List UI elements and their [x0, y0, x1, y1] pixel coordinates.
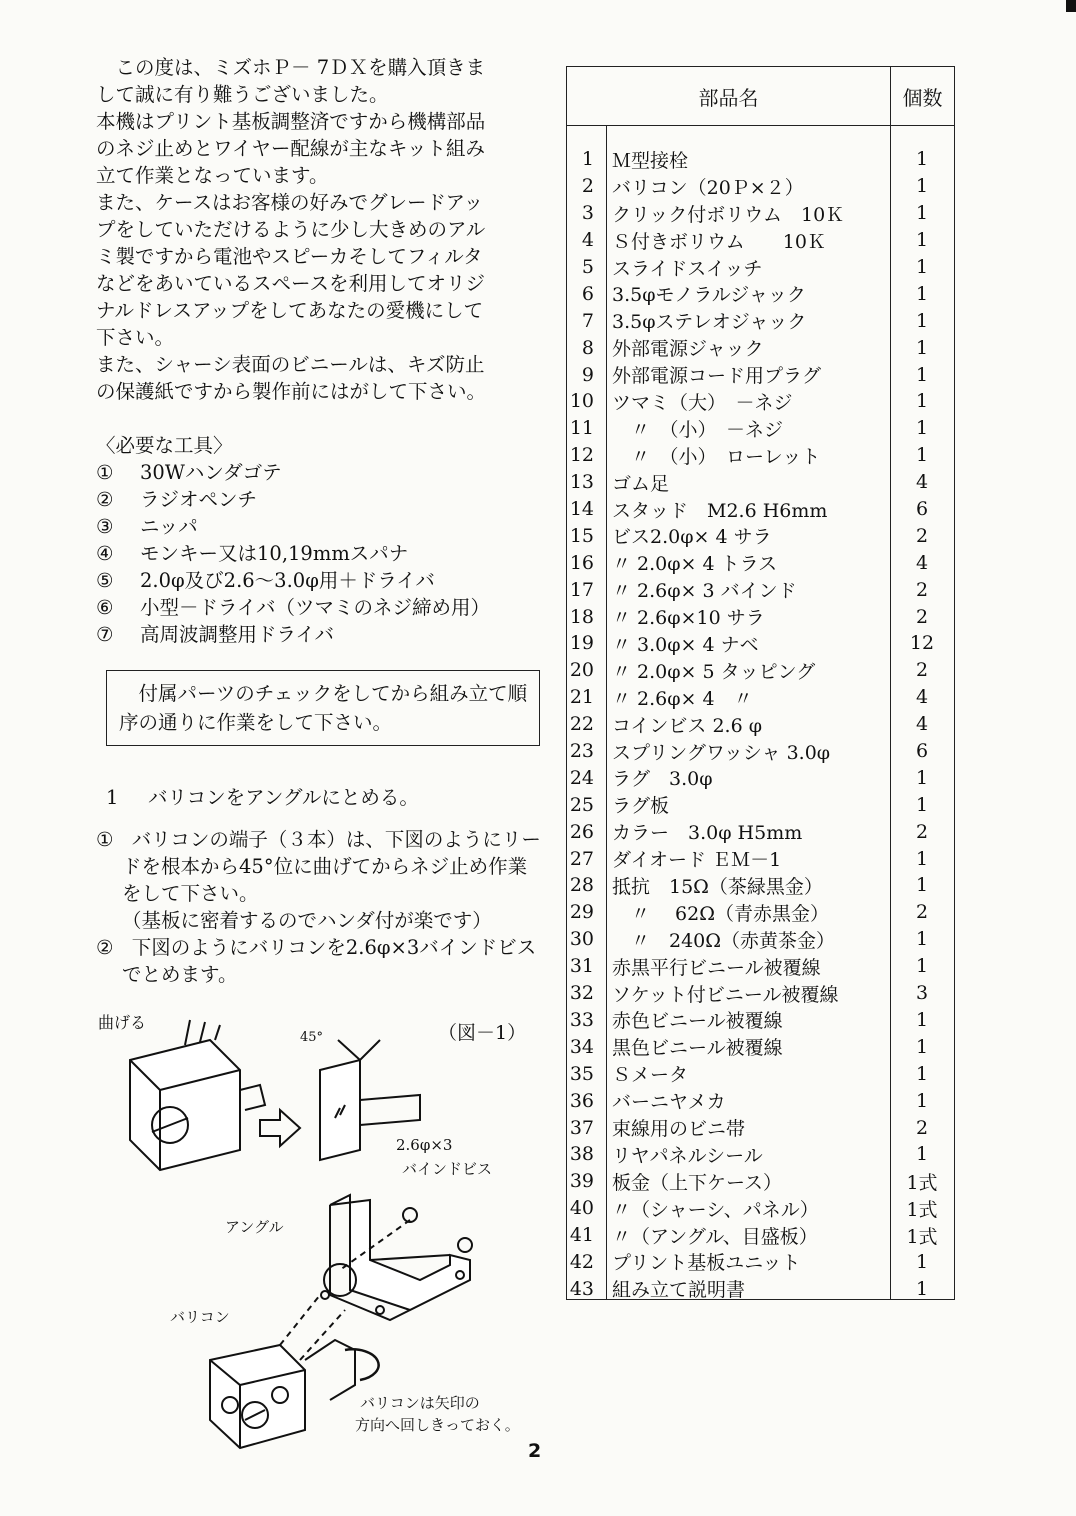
part-name: 〃（アングル、目盛板） — [612, 1225, 818, 1248]
intro-line: また、ケースはお客様の好みでグレードアッ — [96, 191, 484, 214]
sub-number: ② — [96, 936, 114, 959]
intro-line: の保護紙ですから製作前にはがして下さい。 — [96, 380, 487, 403]
tool-text: 2.0φ及び2.6～3.0φ用＋ドライバ — [140, 569, 435, 592]
row-number: 40 — [569, 1197, 594, 1220]
part-name: 〃 （小） －ネジ — [612, 418, 784, 441]
part-name: ソケット付ビニール被覆線 — [612, 983, 839, 1006]
table-row — [567, 684, 954, 711]
tool-number: ⑦ — [96, 623, 114, 646]
bend-label: 曲げる — [98, 1013, 147, 1032]
part-quantity: 2 — [915, 659, 929, 682]
tool-text: ラジオペンチ — [140, 488, 258, 511]
part-quantity: 1 — [915, 444, 929, 467]
table-row — [567, 818, 954, 845]
part-quantity: 1 — [915, 928, 929, 951]
part-name: ゴム足 — [612, 472, 670, 495]
part-quantity: 2 — [915, 820, 929, 843]
table-row — [567, 926, 954, 953]
part-quantity: 2 — [915, 901, 929, 924]
part-quantity: 1 — [915, 202, 929, 225]
table-row — [567, 872, 954, 899]
table-row — [567, 1168, 954, 1195]
figure-label: （図－1） — [438, 1022, 527, 1044]
step-1-sub-2 — [96, 934, 544, 988]
part-quantity: 1 — [915, 1089, 929, 1112]
step-1-paren-note: （基板に密着するのでハンダ付が楽です） — [122, 909, 492, 932]
part-quantity: 4 — [915, 713, 929, 736]
table-row — [567, 442, 954, 469]
part-quantity: 1 — [915, 1035, 929, 1058]
part-name: カラー 3.0φ H5mm — [612, 822, 803, 845]
part-name: リヤパネルシール — [612, 1144, 763, 1167]
part-name: スプリングワッシャ 3.0φ — [612, 741, 831, 764]
part-name: Ｍ型接栓 — [612, 149, 689, 172]
row-number: 39 — [569, 1170, 594, 1193]
part-name: 赤色ビニール被覆線 — [612, 1010, 783, 1033]
page-number: 2 — [528, 1440, 542, 1462]
row-number: 17 — [569, 578, 594, 601]
part-quantity: 1 — [915, 417, 929, 440]
part-name: ラグ板 — [612, 795, 670, 818]
row-number: 7 — [581, 309, 594, 332]
part-name: 〃 3.0φ× 4 ナベ — [612, 633, 759, 656]
part-quantity: 1 — [915, 175, 929, 198]
table-row — [567, 630, 954, 657]
part-quantity: 1 — [915, 766, 929, 789]
part-quantity: 6 — [915, 498, 929, 521]
row-number: 18 — [569, 605, 594, 628]
row-number: 3 — [581, 202, 594, 225]
tools-heading: 〈必要な工具〉 — [96, 434, 233, 457]
part-name: 抵抗 15Ω（茶緑黒金） — [612, 876, 823, 898]
table-row — [567, 549, 954, 576]
tool-item — [96, 513, 544, 540]
intro-line: 下さい。 — [96, 326, 175, 349]
table-row — [567, 388, 954, 415]
table-row — [567, 1087, 954, 1114]
table-header — [567, 67, 954, 126]
part-name: コインビス 2.6 φ — [612, 714, 763, 737]
row-number: 15 — [569, 524, 594, 547]
tool-item — [96, 594, 544, 621]
table-row — [567, 603, 954, 630]
row-number: 33 — [569, 1008, 594, 1031]
tool-item — [96, 459, 544, 486]
part-name: ツマミ（大） －ネジ — [612, 391, 793, 414]
part-quantity: 1 — [915, 229, 929, 252]
part-quantity: 1 — [915, 390, 929, 413]
intro-line: ナルドレスアップをしてあなたの愛機にして — [96, 299, 484, 322]
row-number: 16 — [569, 551, 594, 574]
part-quantity: 2 — [915, 524, 929, 547]
angle-part-label: アングル — [225, 1218, 284, 1236]
part-quantity: 1式 — [906, 1171, 938, 1194]
table-row — [567, 469, 954, 496]
table-row — [567, 307, 954, 334]
table-row — [567, 146, 954, 173]
part-name: 〃 2.6φ× 4 〃 — [612, 687, 753, 710]
row-number: 8 — [581, 336, 594, 359]
table-row — [567, 1114, 954, 1141]
part-name: ダイオード ＥＭ－1 — [612, 849, 782, 872]
row-number: 31 — [569, 955, 594, 978]
intro-line: 本機はプリント基板調整済ですから機構部品 — [96, 110, 486, 133]
part-name: 〃 （小） ローレット — [612, 445, 821, 468]
part-name: 〃 2.6φ×10 サラ — [612, 607, 765, 630]
part-name: 黒色ビニール被覆線 — [612, 1037, 783, 1060]
table-row — [567, 361, 954, 388]
row-number: 41 — [569, 1224, 594, 1247]
part-name: バーニヤメカ — [612, 1091, 726, 1114]
intro-text — [96, 54, 544, 405]
row-number: 1 — [581, 148, 594, 171]
tool-text: 30Wハンダゴテ — [140, 461, 282, 484]
part-quantity: 4 — [915, 471, 929, 494]
row-number: 21 — [569, 686, 594, 709]
row-number: 4 — [581, 229, 594, 252]
part-name: 3.5φモノラルジャック — [612, 284, 806, 307]
tool-number: ① — [96, 461, 114, 484]
parts-table — [566, 66, 955, 1300]
row-number: 25 — [569, 793, 594, 816]
part-quantity: 12 — [909, 632, 935, 655]
tool-item — [96, 486, 544, 513]
table-row — [567, 1249, 954, 1276]
table-row — [567, 522, 954, 549]
table-row — [567, 711, 954, 738]
table-row — [567, 899, 954, 926]
table-row — [567, 738, 954, 765]
part-name: 〃 2.6φ× 3 バインド — [612, 580, 797, 603]
table-row — [567, 576, 954, 603]
table-row — [567, 280, 954, 307]
part-quantity: 4 — [915, 551, 929, 574]
step-1-title — [96, 784, 544, 811]
varicon-label: バリコン — [170, 1308, 230, 1326]
part-quantity: 3 — [915, 982, 929, 1005]
tool-number: ⑤ — [96, 569, 114, 592]
tool-text: 高周波調整用ドライバ — [140, 623, 335, 646]
row-number: 27 — [569, 847, 594, 870]
row-number: 38 — [569, 1143, 594, 1166]
part-name: 〃（シャーシ、パネル） — [612, 1198, 819, 1221]
table-body — [567, 126, 954, 1302]
row-number: 32 — [569, 982, 594, 1005]
figure-1-diagram — [90, 1010, 550, 1450]
row-number: 24 — [569, 766, 594, 789]
row-number: 42 — [569, 1250, 594, 1273]
tool-number: ③ — [96, 515, 114, 538]
table-row — [567, 953, 954, 980]
tool-number: ④ — [96, 542, 114, 565]
part-quantity: 1 — [915, 1250, 929, 1273]
table-row — [567, 791, 954, 818]
row-number: 9 — [581, 363, 594, 386]
table-row — [567, 764, 954, 791]
tool-item — [96, 621, 544, 648]
row-number: 26 — [569, 820, 594, 843]
part-name: 外部電源ジャック — [612, 338, 764, 361]
intro-line: プをしていただけるように少し大きめのアル — [96, 218, 486, 241]
part-quantity: 1 — [915, 309, 929, 332]
bind-screw-label: バインドビス — [402, 1160, 493, 1178]
row-number: 13 — [569, 471, 594, 494]
part-quantity: 1 — [915, 363, 929, 386]
part-quantity: 1 — [915, 148, 929, 171]
tool-item — [96, 567, 544, 594]
table-row — [567, 254, 954, 281]
part-quantity: 1式 — [906, 1225, 938, 1248]
step-number: 1 — [106, 786, 119, 809]
part-name: ビス2.0φ× 4 サラ — [612, 526, 772, 549]
tool-number: ② — [96, 488, 114, 511]
part-name: バリコン（20Ｐ×２） — [612, 176, 804, 199]
table-row — [567, 1222, 954, 1249]
screw-size-label: 2.6φ×3 — [396, 1136, 453, 1154]
part-quantity: 1式 — [906, 1198, 938, 1221]
row-number: 19 — [569, 632, 594, 655]
table-row — [567, 1195, 954, 1222]
row-number: 29 — [569, 901, 594, 924]
part-name: 板金（上下ケース） — [612, 1171, 783, 1194]
table-row — [567, 1141, 954, 1168]
row-number: 36 — [569, 1089, 594, 1112]
part-name: 〃 240Ω（赤黄茶金） — [612, 929, 836, 952]
part-name: 組み立て説明書 — [612, 1279, 746, 1302]
part-quantity: 1 — [915, 1143, 929, 1166]
table-row — [567, 415, 954, 442]
table-row — [567, 845, 954, 872]
intro-line: また、シャーシ表面のビニールは、キズ防止 — [96, 353, 485, 376]
tool-text: モンキー又は10,19mmスパナ — [140, 542, 409, 565]
row-number: 10 — [569, 390, 594, 413]
intro-line: などをあいているスペースを利用してオリジ — [96, 272, 486, 295]
angle-label: 45° — [300, 1030, 324, 1045]
row-number: 34 — [569, 1035, 594, 1058]
row-number: 30 — [569, 928, 594, 951]
sub-number: ① — [96, 828, 114, 851]
row-number: 43 — [569, 1277, 594, 1300]
tools-list — [96, 459, 544, 648]
row-number: 37 — [569, 1116, 594, 1139]
table-row — [567, 1275, 954, 1302]
part-name: Ｓ付きボリウム 10Ｋ — [612, 230, 826, 253]
table-row — [567, 496, 954, 523]
intro-line: 立て作業となっています。 — [96, 164, 329, 187]
tool-text: 小型－ドライバ（ツマミのネジ締め用） — [140, 596, 491, 619]
part-name: 〃 2.0φ× 4 トラス — [612, 553, 778, 576]
part-name: Ｓメータ — [612, 1064, 689, 1087]
intro-line: ミ製ですから電池やスピーカそしてフィルタ — [96, 245, 483, 268]
row-number: 23 — [569, 740, 594, 763]
step-1-sub-1 — [96, 826, 544, 907]
rotation-note-2: 方向へ回しきっておく。 — [355, 1416, 520, 1434]
row-number: 28 — [569, 874, 594, 897]
part-quantity: 1 — [915, 282, 929, 305]
row-number: 6 — [581, 282, 594, 305]
table-row — [567, 1060, 954, 1087]
corner-registration-mark — [1066, 0, 1076, 12]
part-name: プリント基板ユニット — [612, 1252, 801, 1275]
part-name: 外部電源コード用プラグ — [612, 365, 822, 388]
intro-line: この度は、ミズホＰ－ 7ＤＸを購入頂きま — [115, 56, 486, 79]
part-quantity: 1 — [915, 336, 929, 359]
part-name: ラグ 3.0φ — [612, 768, 713, 791]
row-number: 14 — [569, 498, 594, 521]
tool-number: ⑥ — [96, 596, 114, 619]
rotation-note-1: バリコンは矢印の — [360, 1394, 480, 1412]
part-quantity: 6 — [915, 740, 929, 763]
part-quantity: 4 — [915, 686, 929, 709]
sub-text: バリコンの端子（３本）は、下図のようにリードを根本から45°位に曲げてからネジ止め作業をして下さい。 — [122, 828, 541, 905]
part-quantity: 1 — [915, 1008, 929, 1031]
part-name: 3.5φステレオジャック — [612, 311, 807, 334]
intro-line: のネジ止めとワイヤー配線が主なキット組み — [96, 137, 486, 160]
part-name: 〃 2.0φ× 5 タッピング — [612, 660, 816, 683]
step-title-text: バリコンをアングルにとめる。 — [148, 786, 419, 809]
part-quantity: 1 — [915, 955, 929, 978]
part-quantity: 1 — [915, 1062, 929, 1085]
table-row — [567, 1033, 954, 1060]
part-quantity: 1 — [915, 874, 929, 897]
row-number: 2 — [581, 175, 594, 198]
table-row — [567, 334, 954, 361]
part-quantity: 2 — [915, 605, 929, 628]
table-row — [567, 200, 954, 227]
sub-text: 下図のようにバリコンを2.6φ×3バインドビスでとめます。 — [122, 936, 537, 986]
part-name: 赤黒平行ビニール被覆線 — [612, 956, 821, 979]
left-column — [96, 54, 544, 988]
part-name: クリック付ボリウム 10Ｋ — [612, 203, 845, 226]
header-part-name: 部品名 — [567, 67, 891, 125]
header-quantity: 個数 — [902, 85, 943, 110]
tool-item — [96, 540, 544, 567]
part-quantity: 1 — [915, 847, 929, 870]
part-quantity: 2 — [915, 1116, 929, 1139]
row-number: 22 — [569, 713, 594, 736]
table-row — [567, 1007, 954, 1034]
notice-box — [106, 670, 540, 746]
part-name: スライドスイッチ — [612, 257, 763, 280]
table-row — [567, 657, 954, 684]
part-quantity: 1 — [915, 793, 929, 816]
notice-text: 付属パーツのチェックをしてから組み立て順序の通りに作業をして下さい。 — [119, 682, 528, 734]
part-quantity: 1 — [915, 256, 929, 278]
part-quantity: 2 — [915, 578, 929, 601]
table-row — [567, 980, 954, 1007]
row-number: 35 — [569, 1062, 594, 1085]
row-number: 11 — [569, 417, 594, 440]
intro-line: して誠に有り難うございました。 — [96, 83, 389, 106]
row-number: 5 — [581, 256, 594, 278]
row-number: 12 — [569, 444, 594, 467]
table-row — [567, 227, 954, 254]
part-quantity: 1 — [915, 1277, 929, 1300]
part-name: スタッド M2.6 H6mm — [612, 499, 828, 522]
tool-text: ニッパ — [140, 515, 198, 538]
part-name: 束線用のビニ帯 — [612, 1118, 746, 1141]
row-number: 20 — [569, 659, 594, 682]
assembly-illustration — [90, 1010, 550, 1450]
part-name: 〃 62Ω（青赤黒金） — [612, 902, 829, 925]
table-row — [567, 173, 954, 200]
